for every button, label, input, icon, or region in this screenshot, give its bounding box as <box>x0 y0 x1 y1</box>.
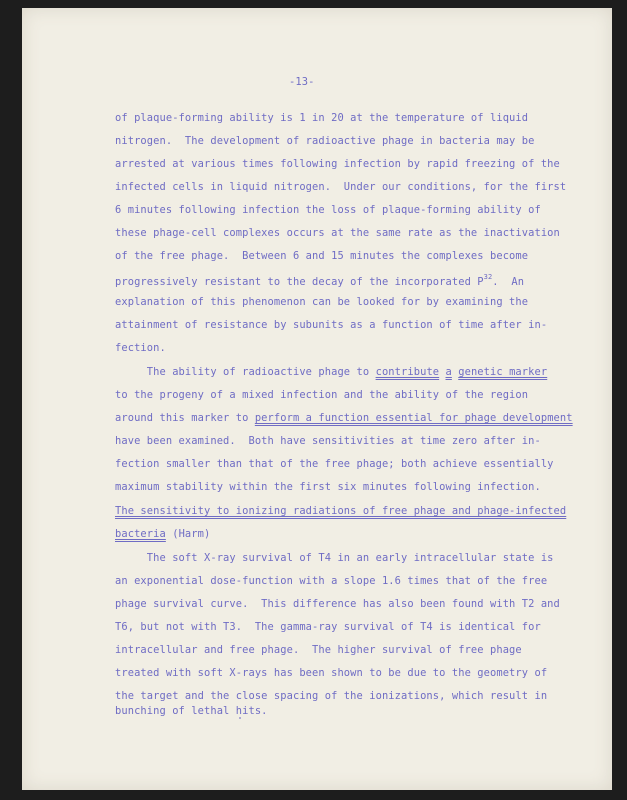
superscript: 32 <box>483 273 493 281</box>
section-heading: The sensitivity to ionizing radiations of free phage and phage-infected <box>115 505 567 517</box>
text-line: treated with soft X-rays has been shown to be due to the geometry of <box>115 667 548 679</box>
text-line: of the free phage. Between 6 and 15 minutes the complexes become <box>115 250 529 262</box>
text-line <box>115 273 524 288</box>
text-line: infected cells in liquid nitrogen. Under our conditions, for the first <box>115 181 567 193</box>
text-line: The soft X-ray survival of T4 in an early intracellular state is <box>115 552 554 564</box>
text-line: explanation of this phenomenon can be looked for by examining the <box>115 296 529 308</box>
section-heading-line <box>115 528 210 540</box>
author-label: (Harm) <box>165 528 211 540</box>
text-span: . An <box>492 276 525 288</box>
text-line: 6 minutes following infection the loss of plaque-forming ability of <box>115 204 541 216</box>
text-line: phage survival curve. This difference has also been found with T2 and <box>115 598 560 610</box>
text-line: bunching of lethal hits. <box>115 705 268 717</box>
ink-dot <box>239 717 241 719</box>
underlined-text: perform a function essential for phage development <box>254 412 573 424</box>
text-line: intracellular and free phage. The higher survival of free phage <box>115 644 522 656</box>
text-line: attainment of resistance by subunits as a function of time after in- <box>115 319 548 331</box>
text-line: the target and the close spacing of the ionizations, which result in <box>115 690 548 702</box>
text-line <box>115 412 573 424</box>
text-span: around this marker to <box>115 412 255 424</box>
text-line: fection smaller than that of the free phage; both achieve essentially <box>115 458 554 470</box>
page-number: -13- <box>289 76 315 88</box>
text-line: of plaque-forming ability is 1 in 20 at the temperature of liquid <box>115 112 529 124</box>
text-line: have been examined. Both have sensitivities at time zero after in- <box>115 435 541 447</box>
text-line <box>115 366 547 378</box>
text-line: T6, but not with T3. The gamma-ray survival of T4 is identical for <box>115 621 541 633</box>
text-line: arrested at various times following infection by rapid freezing of the <box>115 158 560 170</box>
text-line: nitrogen. The development of radioactive phage in bacteria may be <box>115 135 535 147</box>
underlined-text: genetic marker <box>458 366 548 378</box>
text-line: maximum stability within the first six minutes following infection. <box>115 481 541 493</box>
text-span: The ability of radioactive phage to <box>115 366 376 378</box>
text-line: fection. <box>115 342 166 354</box>
underlined-text: a <box>445 366 452 378</box>
text-line: these phage-cell complexes occurs at the same rate as the inactivation <box>115 227 560 239</box>
underlined-text: contribute <box>375 366 440 378</box>
underlined-text: bacteria <box>115 528 166 540</box>
text-span: progressively resistant to the decay of the incorporated P <box>115 276 484 288</box>
text-line: to the progeny of a mixed infection and the ability of the region <box>115 389 529 401</box>
text-line: an exponential dose-function with a slope 1.6 times that of the free <box>115 575 548 587</box>
